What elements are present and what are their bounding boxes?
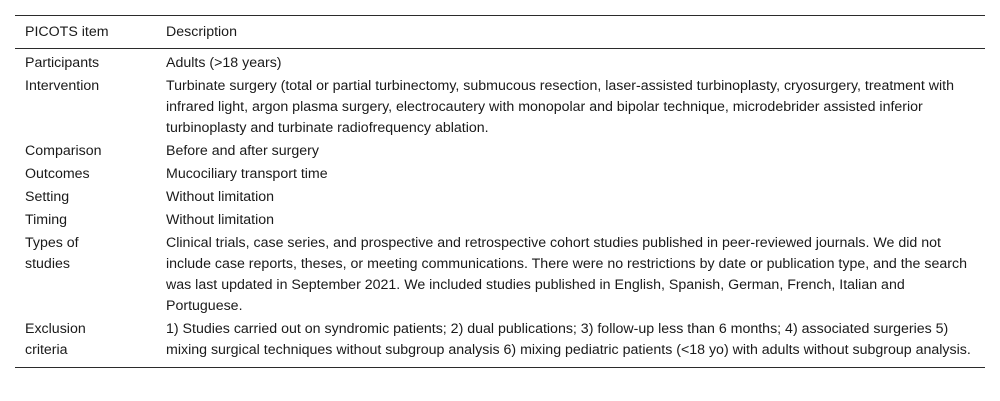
row-description-cell: Without limitation <box>166 212 275 228</box>
row-description-cell: Without limitation <box>166 189 275 205</box>
row-description-cell: Before and after surgery <box>166 143 319 159</box>
table-row-timing <box>15 210 985 233</box>
table-row-types-of-studies <box>15 233 985 319</box>
row-item-label: Timing <box>25 212 68 228</box>
picots-table-container <box>15 15 985 368</box>
row-item-cell <box>15 141 156 164</box>
table-body <box>15 49 985 368</box>
row-item-label-line-2: criteria <box>25 342 68 358</box>
header-row <box>15 16 985 49</box>
row-item-label: Comparison <box>25 143 102 159</box>
picots-table <box>15 15 985 368</box>
table-row-exclusion-criteria <box>15 319 985 368</box>
row-item-cell <box>15 233 156 319</box>
table-row-participants <box>15 49 985 77</box>
table-row-outcomes <box>15 164 985 187</box>
row-item-cell <box>15 210 156 233</box>
header-picots-item: PICOTS item <box>25 24 109 40</box>
row-description-cell: Mucociliary transport time <box>166 166 328 182</box>
row-item-label-line-1: Types of <box>25 235 79 251</box>
table-row-comparison <box>15 141 985 164</box>
row-item-label: Setting <box>25 189 70 205</box>
row-item-label: Intervention <box>25 78 100 94</box>
table-row-intervention <box>15 76 985 141</box>
row-item-label: Participants <box>25 55 100 71</box>
row-item-label-line-1: Exclusion <box>25 321 86 337</box>
row-description-cell: Adults (>18 years) <box>166 55 282 71</box>
row-description-cell: Clinical trials, case series, and prospective and retrospective cohort studies published in peer-reviewed journals. We did not include case reports, theses, or meeting communications. There were no restrictions by date or publication type, and the search was last updated in September 2021. We included studies published in English, Spanish, German, French, Italian and Portuguese. <box>166 235 967 314</box>
row-item-cell <box>15 164 156 187</box>
row-description-cell: 1) Studies carried out on syndromic patients; 2) dual publications; 3) follow-up less than 6 months; 4) associated surgeries 5) mixing surgical techniques without subgroup analysis 6) mixing pediatric patients (<18 yo) with adults without subgroup analysis. <box>166 321 971 358</box>
row-item-cell <box>15 49 156 77</box>
row-item-label: Outcomes <box>25 166 90 182</box>
row-description-cell: Turbinate surgery (total or partial turbinectomy, submucous resection, laser-assisted turbinoplasty, cryosurgery, treatment with infrared light, argon plasma surgery, electrocautery with monopolar and bipolar technique, microdebrider assisted inferior turbinoplasty and turbinate radiofrequency ablation. <box>166 78 954 136</box>
row-item-cell <box>15 187 156 210</box>
table-header <box>15 16 985 49</box>
row-item-cell <box>15 319 156 368</box>
row-item-cell <box>15 76 156 141</box>
table-row-setting <box>15 187 985 210</box>
row-item-label-line-2: studies <box>25 256 70 272</box>
header-description: Description <box>166 24 237 40</box>
